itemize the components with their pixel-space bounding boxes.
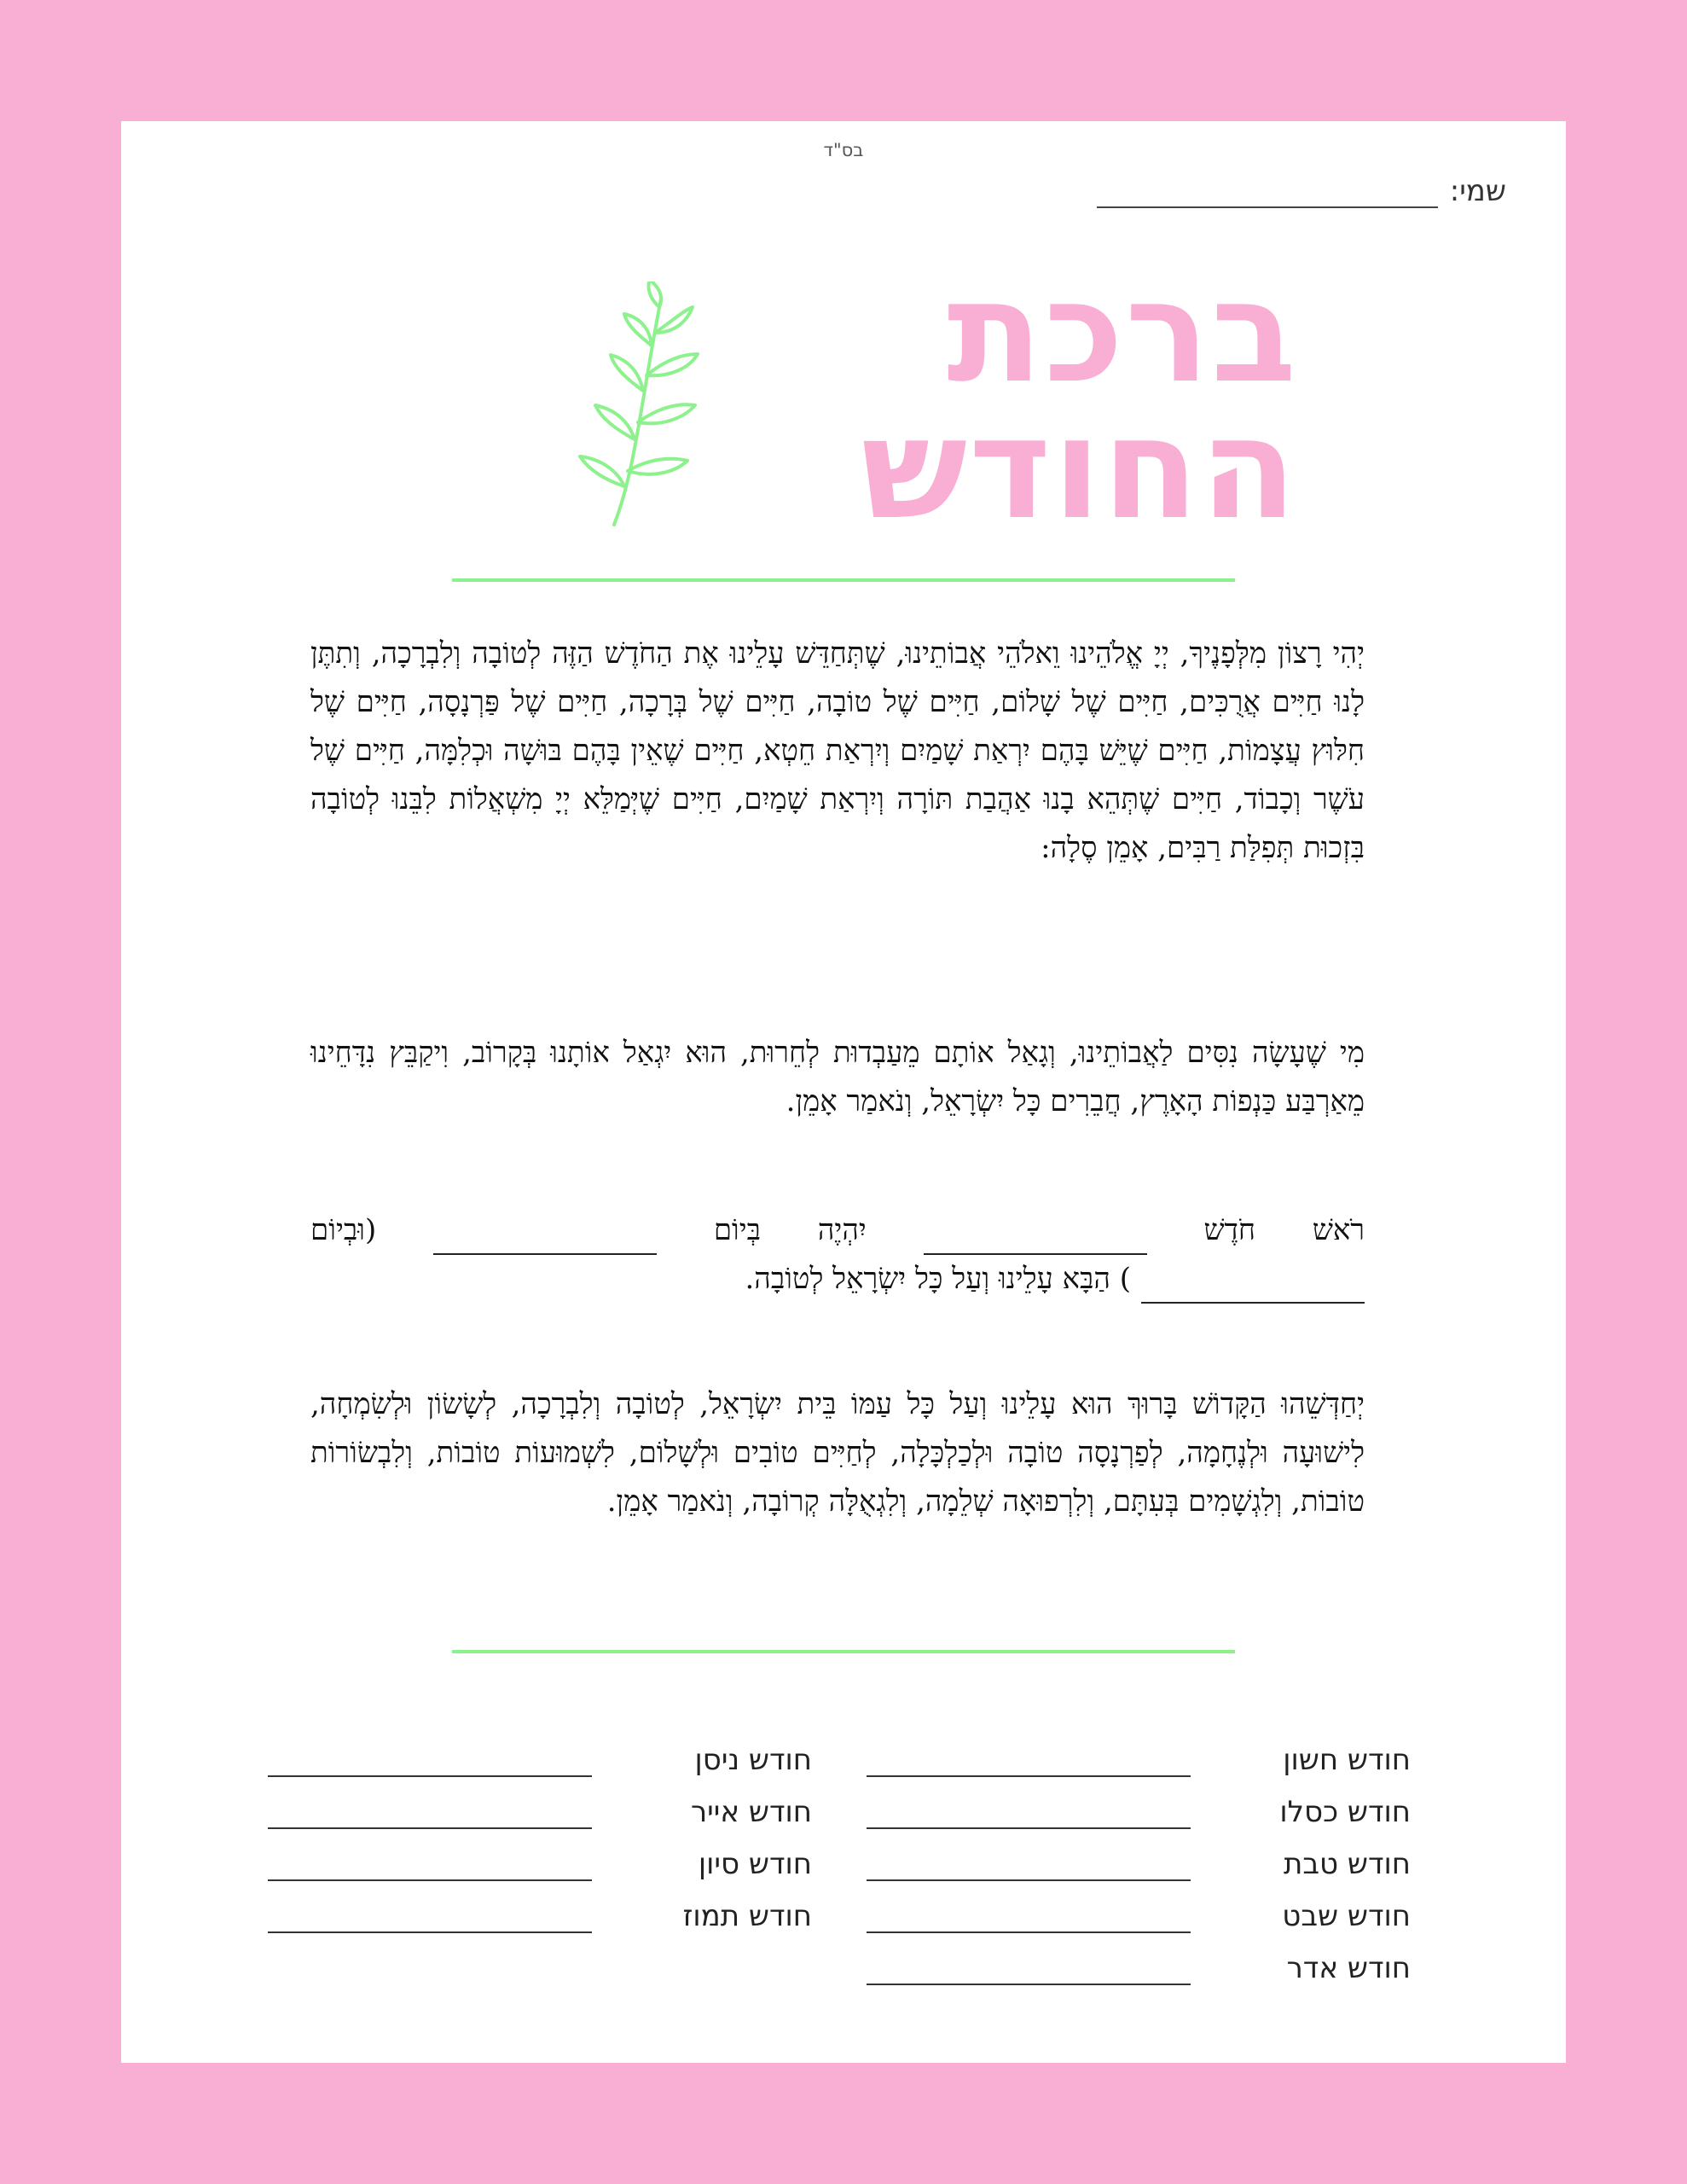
month-row	[867, 1725, 1411, 1777]
title-line-1: ברכת	[947, 251, 1298, 414]
month-name-blank[interactable]	[924, 1219, 1147, 1255]
rosh-word-5: (וּבְיוֹם	[310, 1213, 377, 1247]
month-answer-line[interactable]	[867, 1847, 1191, 1881]
rosh-ending: ) הַבָּא עָלֵינוּ וְעַל כָּל יִשְׂרָאֵל לְטוֹבָה.	[745, 1262, 1131, 1296]
month-row	[867, 1777, 1411, 1829]
month-answer-line[interactable]	[867, 1795, 1191, 1829]
month-answer-line[interactable]	[867, 1899, 1191, 1933]
month-label: חודש שבט	[1282, 1899, 1411, 1933]
month-label: חודש חשון	[1283, 1743, 1411, 1777]
month-answer-line[interactable]	[867, 1951, 1191, 1985]
month-row	[867, 1881, 1411, 1933]
month-label: חודש טבת	[1284, 1847, 1411, 1881]
day-blank-2[interactable]	[1141, 1268, 1365, 1304]
month-answer-line[interactable]	[268, 1847, 592, 1881]
rosh-chodesh-announcement	[310, 1206, 1365, 1304]
worksheet-page	[121, 121, 1566, 2063]
day-blank-1[interactable]	[433, 1219, 657, 1255]
month-label: חודש ניסן	[694, 1743, 812, 1777]
rosh-word-1: רֹאשׁ	[1312, 1213, 1365, 1247]
month-row	[268, 1777, 812, 1829]
month-label: חודש אייר	[690, 1795, 812, 1829]
name-label: שמי:	[1449, 174, 1506, 208]
name-field[interactable]	[1097, 177, 1438, 208]
name-row	[1097, 174, 1506, 208]
prayer-paragraph-2: מִי שֶׁעָשָׂה נִסִּים לַאֲבוֹתֵינוּ, וְגָאַל אוֹתָם מֵעַבְדוּת לְחֵרוּת, הוּא יִגְאַל אוֹתָנוּ בְּקָרוֹב, וִיקַבֵּץ נִדָּחֵינוּ מֵאַרְבַּע כַּנְפוֹת הָאָרֶץ, חֲבֵרִים כָּל יִשְׂרָאֵל, וְנֹאמַר אָמֵן.	[310, 1036, 1365, 1118]
month-row	[268, 1881, 812, 1933]
month-row	[268, 1725, 812, 1777]
month-answer-line[interactable]	[268, 1795, 592, 1829]
top-divider	[452, 578, 1235, 582]
month-row	[867, 1933, 1411, 1985]
month-row	[867, 1829, 1411, 1881]
month-answer-line[interactable]	[268, 1899, 592, 1933]
bottom-divider	[452, 1650, 1235, 1653]
rosh-word-2: חֹדֶשׁ	[1203, 1213, 1255, 1247]
prayer-paragraph-1: יְהִי רָצוֹן מִלְּפָנֶיךָ, יְיָ אֱלֹהֵינוּ וֵאלֹהֵי אֲבוֹתֵינוּ, שֶׁתְּחַדֵּשׁ עָלֵינוּ אֶת הַחֹדֶשׁ הַזֶּה לְטוֹבָה וְלִבְרָכָה, וְתִתֶּן לָנוּ חַיִּים אֲרֻכִּים, חַיִּים שֶׁל שָׁלוֹם, חַיִּים שֶׁל טוֹבָה, חַיִּים שֶׁל בְּרָכָה, חַיִּים שֶׁל פַּרְנָסָה, חַיִּים שֶׁל חִלּוּץ עֲצָמוֹת, חַיִּים שֶׁיֵּשׁ בָּהֶם יִרְאַת שָׁמַיִם וְיִרְאַת חֵטְא, חַיִּים שֶׁאֵין בָּהֶם בּוּשָׁה וּכְלִמָּה, חַיִּים שֶׁל עֹשֶׁר וְכָבוֹד, חַיִּים שֶׁתְּהֵא בָנוּ אַהֲבַת תּוֹרָה וְיִרְאַת שָׁמַיִם, חַיִּים שֶׁיְּמַלֵּא יְיָ מִשְׁאֲלוֹת לִבֵּנוּ לְטוֹבָה בִּזְכוּת תְּפִלַּת רַבִּים, אָמֵן סֶלָה:	[310, 636, 1365, 865]
month-label: חודש כסלו	[1279, 1795, 1411, 1829]
prayer-paragraph-4: יְחַדְּשֵׁהוּ הַקָּדוֹשׁ בָּרוּךְ הוּא עָלֵינוּ וְעַל כָּל עַמּוֹ בֵּית יִשְׂרָאֵל, לְטוֹבָה וְלִבְרָכָה, לְשָׂשׂוֹן וּלְשִׂמְחָה, לִישׁוּעָה וּלְנֶחָמָה, לְפַרְנָסָה טוֹבָה וּלְכַלְכָּלָה, לְחַיִּים טוֹבִים וּלְשָׁלוֹם, לִשְׁמוּעוֹת טוֹבוֹת, וְלִבְשׂוֹרוֹת טוֹבוֹת, וְלִגְשָׁמִים בְּעִתָּם, וְלִרְפוּאָה שְׁלֵמָה, וְלִגְאֻלָּה קְרוֹבָה, וְנֹאמַר אָמֵן.	[310, 1387, 1365, 1519]
rosh-word-4: בְּיוֹם	[713, 1213, 762, 1247]
months-column-left	[268, 1725, 812, 1933]
months-column-right	[867, 1725, 1411, 1985]
title-line-2: החודש	[861, 387, 1298, 550]
month-answer-line[interactable]	[268, 1743, 592, 1777]
month-row	[268, 1829, 812, 1881]
month-label: חודש אדר	[1286, 1951, 1411, 1985]
month-answer-line[interactable]	[867, 1743, 1191, 1777]
month-label: חודש תמוז	[682, 1899, 812, 1933]
bsd-header: בס"ד	[823, 140, 864, 160]
page-title	[633, 251, 1298, 550]
month-label: חודש סיון	[698, 1847, 812, 1881]
rosh-word-3: יִהְיֶה	[817, 1213, 867, 1247]
